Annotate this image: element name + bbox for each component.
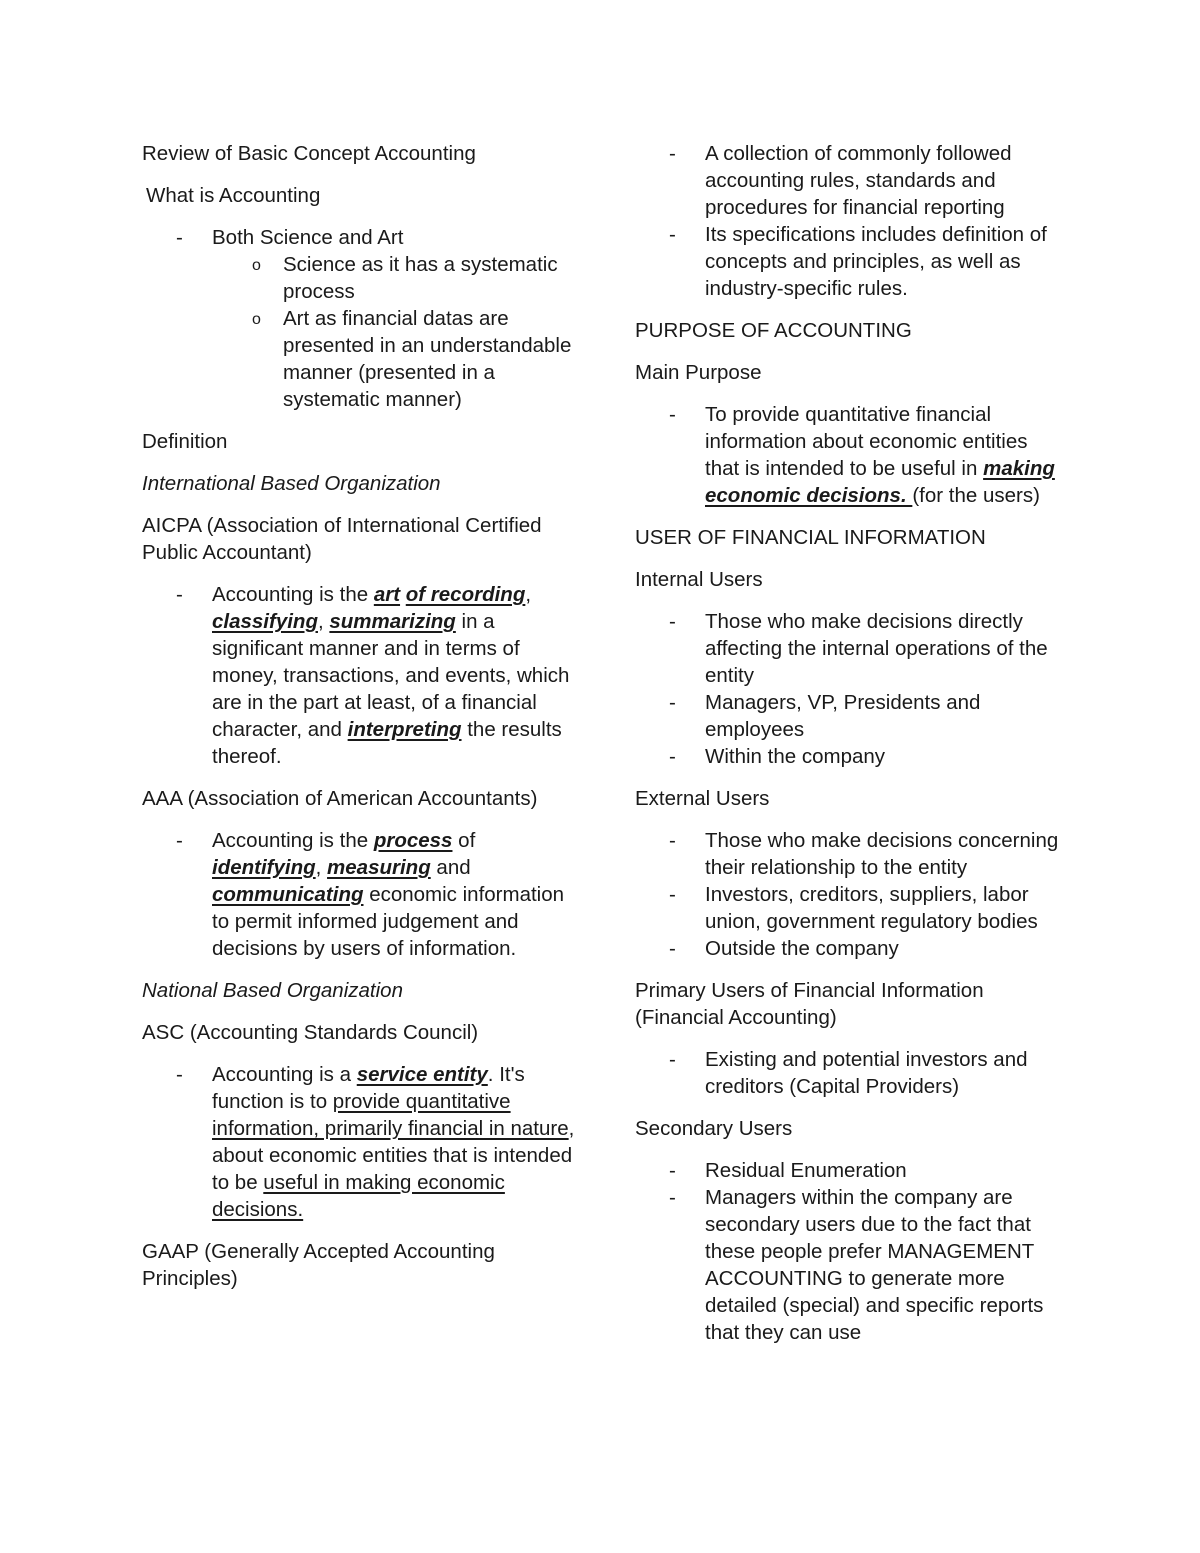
asc-definition xyxy=(212,1063,574,1221)
sub-list-item xyxy=(212,251,582,305)
list-item-text: Within the company xyxy=(705,745,886,768)
gaap-heading: GAAP (Generally Accepted Accounting Principles) xyxy=(142,1240,495,1290)
text-run: of xyxy=(452,829,476,852)
text-run: Accounting is a xyxy=(212,1063,357,1086)
definition-heading: Definition xyxy=(142,430,228,453)
dash-bullet: - xyxy=(669,223,676,246)
text-run: , xyxy=(525,583,532,606)
aicpa-heading: AICPA (Association of International Certified Public Accountant) xyxy=(142,514,542,564)
aicpa-list xyxy=(142,581,582,770)
list-item xyxy=(635,221,1065,302)
list-item xyxy=(635,827,1065,881)
circle-bullet: o xyxy=(252,311,261,328)
external-users-heading: External Users xyxy=(635,787,770,810)
dash-bullet: - xyxy=(176,829,183,852)
aaa-definition xyxy=(212,829,564,960)
text-run: , xyxy=(317,610,330,633)
sub-list-item-text: Art as financial datas are presented in an understandable manner (presented in a systematic manner) xyxy=(283,307,572,411)
list-item xyxy=(635,1046,1065,1100)
dash-bullet: - xyxy=(669,1048,676,1071)
list-item xyxy=(635,401,1065,509)
gaap-list xyxy=(635,140,1065,302)
list-item xyxy=(635,935,1065,962)
aaa-heading: AAA (Association of American Accountants) xyxy=(142,787,538,810)
list-item-text: Residual Enumeration xyxy=(705,1159,907,1182)
list-item xyxy=(635,608,1065,689)
text-run: in a significant manner and in terms of money, transactions, and events, which are in the part at least, of a financial character, and xyxy=(212,610,570,741)
right-column xyxy=(635,140,1065,1361)
sub-list-item xyxy=(212,305,582,413)
dash-bullet: - xyxy=(669,403,676,426)
list-item xyxy=(635,881,1065,935)
keyword-measuring: measuring xyxy=(327,856,431,879)
text-run: and xyxy=(430,856,471,879)
list-item-text: Outside the company xyxy=(705,937,899,960)
dash-bullet: - xyxy=(669,142,676,165)
asc-heading: ASC (Accounting Standards Council) xyxy=(142,1021,479,1044)
dash-bullet: - xyxy=(669,610,676,633)
list-item-text: Both Science and Art xyxy=(212,226,404,249)
keyword-communicating: communicating xyxy=(212,883,364,906)
list-item-text: Investors, creditors, suppliers, labor union, government regulatory bodies xyxy=(705,883,1038,933)
dash-bullet: - xyxy=(669,745,676,768)
main-purpose-list xyxy=(635,401,1065,509)
list-item xyxy=(635,743,1065,770)
purpose-heading: PURPOSE OF ACCOUNTING xyxy=(635,319,912,342)
list-item xyxy=(635,1184,1065,1346)
keyword-identifying: identifying xyxy=(212,856,316,879)
keyword-art: art xyxy=(373,583,401,606)
aaa-list xyxy=(142,827,582,962)
dash-bullet: - xyxy=(669,1186,676,1209)
list-item-text: Managers within the company are secondary users due to the fact that these people prefer MANAGEMENT ACCOUNTING to generate more detailed (special) and specific reports that they can use xyxy=(705,1186,1044,1344)
circle-bullet: o xyxy=(252,257,261,274)
dash-bullet: - xyxy=(669,937,676,960)
dash-bullet: - xyxy=(669,883,676,906)
left-column xyxy=(142,140,582,1307)
keyword-summarizing: summarizing xyxy=(329,610,456,633)
primary-users-list xyxy=(635,1046,1065,1100)
asc-list xyxy=(142,1061,582,1223)
text-run: , about economic entities that is intended to be xyxy=(212,1117,575,1194)
list-item-text: Existing and potential investors and creditors (Capital Providers) xyxy=(705,1048,1028,1098)
secondary-users-list xyxy=(635,1157,1065,1346)
secondary-users-heading: Secondary Users xyxy=(635,1117,793,1140)
dash-bullet: - xyxy=(176,583,183,606)
list-item xyxy=(635,140,1065,221)
sub-list-item-text: Science as it has a systematic process xyxy=(283,253,558,303)
keyword-process: process xyxy=(373,829,453,852)
text-run: the results thereof. xyxy=(212,718,562,768)
internal-users-list xyxy=(635,608,1065,770)
underlined-phrase: provide quantitative information, primarily financial in nature xyxy=(212,1090,569,1140)
underlined-phrase: useful in making economic decisions. xyxy=(212,1171,505,1221)
text-run: (for the users) xyxy=(912,484,1040,507)
main-purpose-text xyxy=(705,403,1055,507)
internal-users-heading: Internal Users xyxy=(635,568,763,591)
dash-bullet: - xyxy=(669,829,676,852)
international-org-heading: International Based Organization xyxy=(142,472,441,495)
list-item-text: Managers, VP, Presidents and employees xyxy=(705,691,981,741)
dash-bullet: - xyxy=(669,1159,676,1182)
main-purpose-heading: Main Purpose xyxy=(635,361,762,384)
science-art-sublist xyxy=(212,251,582,413)
aicpa-definition xyxy=(212,583,569,768)
list-item xyxy=(635,689,1065,743)
dash-bullet: - xyxy=(669,691,676,714)
list-item xyxy=(142,1061,582,1223)
list-item xyxy=(142,827,582,962)
document-title: Review of Basic Concept Accounting xyxy=(142,142,476,165)
list-item-text: Its specifications includes definition of concepts and principles, as well as industry-specific rules. xyxy=(705,223,1047,300)
keyword-interpreting: interpreting xyxy=(347,718,462,741)
dash-bullet: - xyxy=(176,1063,183,1086)
list-item-text: Those who make decisions directly affecting the internal operations of the entity xyxy=(705,610,1048,687)
list-item-text: Those who make decisions concerning their relationship to the entity xyxy=(705,829,1059,879)
text-run: To provide quantitative financial information about economic entities that is intended to be useful in xyxy=(705,403,1028,480)
list-item xyxy=(142,581,582,770)
keyword-making-economic-decisions: making economic decisions. xyxy=(705,457,1055,507)
text-run: economic information to permit informed judgement and decisions by users of information. xyxy=(212,883,565,960)
keyword-service-entity: service entity xyxy=(356,1063,488,1086)
national-org-heading: National Based Organization xyxy=(142,979,403,1002)
text-run: Accounting is the xyxy=(212,829,374,852)
what-is-accounting-heading: What is Accounting xyxy=(146,184,321,207)
what-is-accounting-list xyxy=(142,224,582,413)
text-run: . It's function is to xyxy=(212,1063,525,1113)
list-item-text: A collection of commonly followed accounting rules, standards and procedures for financial reporting xyxy=(705,142,1012,219)
external-users-list xyxy=(635,827,1065,962)
dash-bullet: - xyxy=(176,226,183,249)
text-run: Accounting is the xyxy=(212,583,374,606)
primary-users-heading: Primary Users of Financial Information (Financial Accounting) xyxy=(635,979,984,1029)
list-item xyxy=(142,224,582,413)
list-item xyxy=(635,1157,1065,1184)
text-run: , xyxy=(315,856,328,879)
keyword-classifying: classifying xyxy=(212,610,318,633)
keyword-of-recording: of recording xyxy=(405,583,526,606)
users-heading: USER OF FINANCIAL INFORMATION xyxy=(635,526,986,549)
